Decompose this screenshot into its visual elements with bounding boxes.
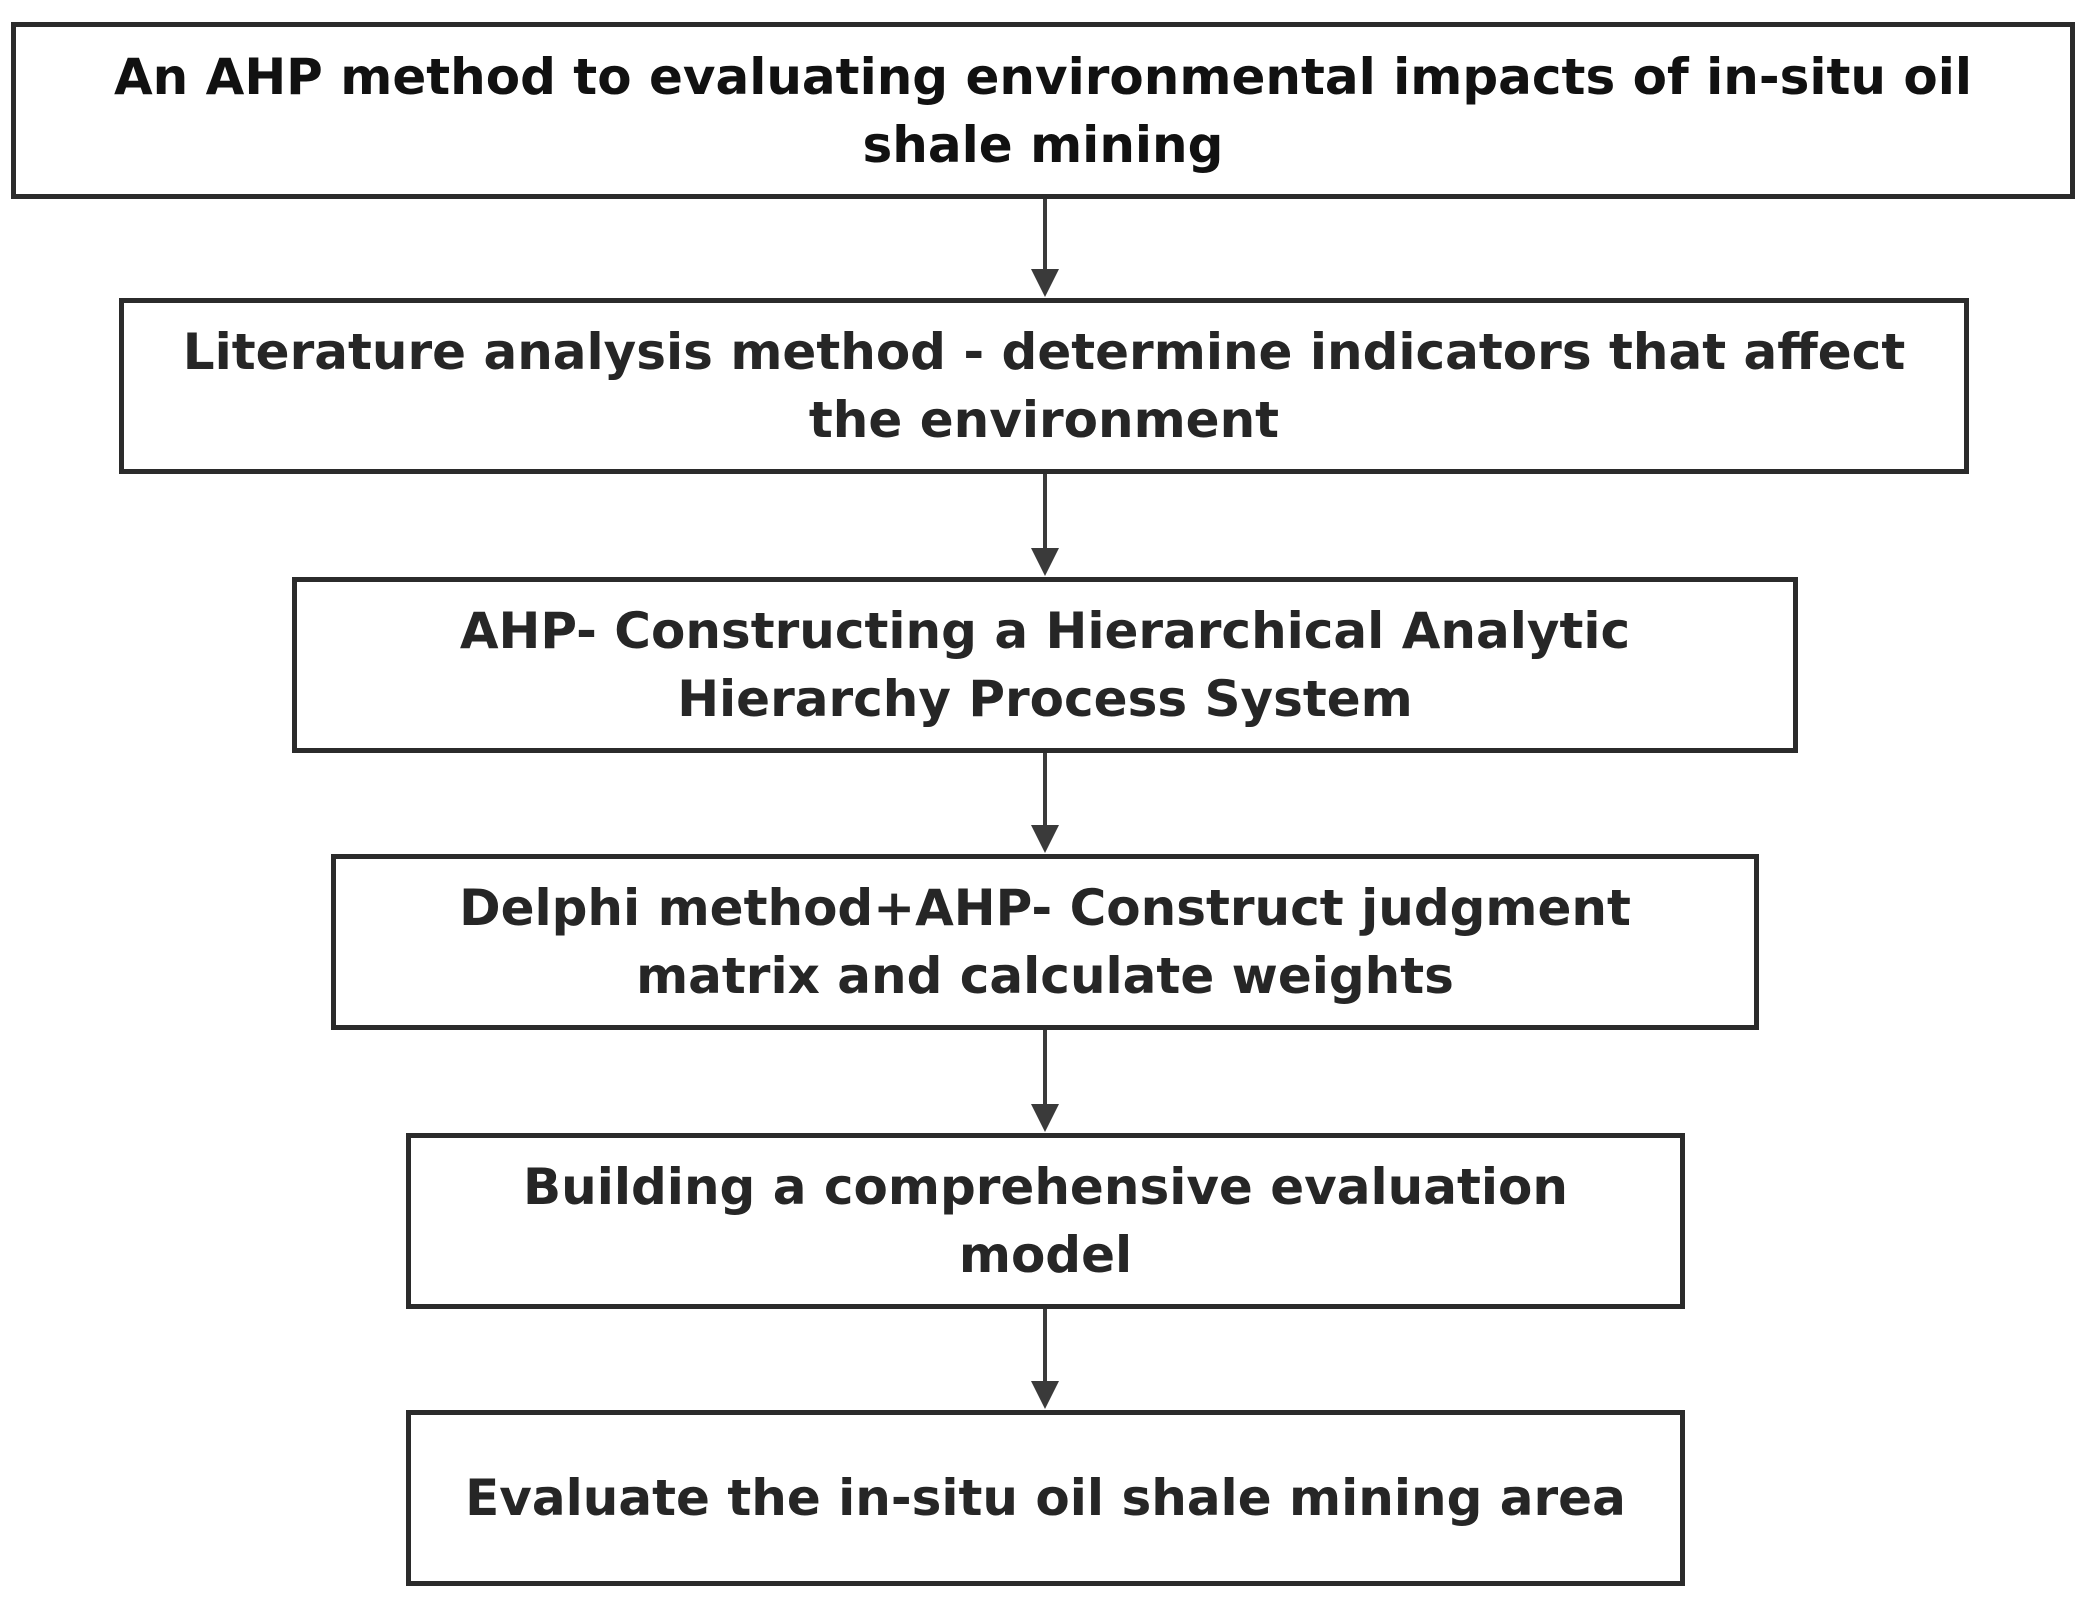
flow-step-evaluate-mining-area	[406, 1410, 1685, 1586]
arrow-b2-to-b3	[1031, 474, 1059, 576]
flow-step-delphi-judgment-matrix	[331, 854, 1759, 1030]
flow-step-literature-analysis	[119, 298, 1969, 474]
arrow-b1-to-b2	[1031, 199, 1059, 297]
arrow-b4-to-b5	[1031, 1030, 1059, 1132]
flow-step-evaluate-mining-area-label: Evaluate the in-situ oil shale mining area	[465, 1469, 1626, 1527]
arrow-head	[1031, 1381, 1059, 1409]
arrow-b5-to-b6	[1031, 1309, 1059, 1409]
arrow-head	[1031, 269, 1059, 297]
flow-step-ahp-hierarchy-label: AHP- Constructing a Hierarchical Analytic Hierarchy Process System	[459, 602, 1631, 728]
arrow-head	[1031, 548, 1059, 576]
flow-step-title-label: An AHP method to evaluating environmental impacts of in-situ oil shale mining	[113, 47, 1973, 174]
flow-step-delphi-judgment-matrix-label: Delphi method+AHP- Construct judgment matrix and calculate weights	[459, 879, 1631, 1005]
flow-step-title	[11, 22, 2075, 199]
arrow-head	[1031, 825, 1059, 853]
flow-step-literature-analysis-label: Literature analysis method - determine indicators that affect the environment	[182, 323, 1906, 449]
arrow-head	[1031, 1104, 1059, 1132]
flow-step-evaluation-model	[406, 1133, 1685, 1309]
arrow-b3-to-b4	[1031, 753, 1059, 853]
flow-step-ahp-hierarchy	[292, 577, 1798, 753]
flow-step-evaluation-model-label: Building a comprehensive evaluation model	[523, 1158, 1568, 1284]
